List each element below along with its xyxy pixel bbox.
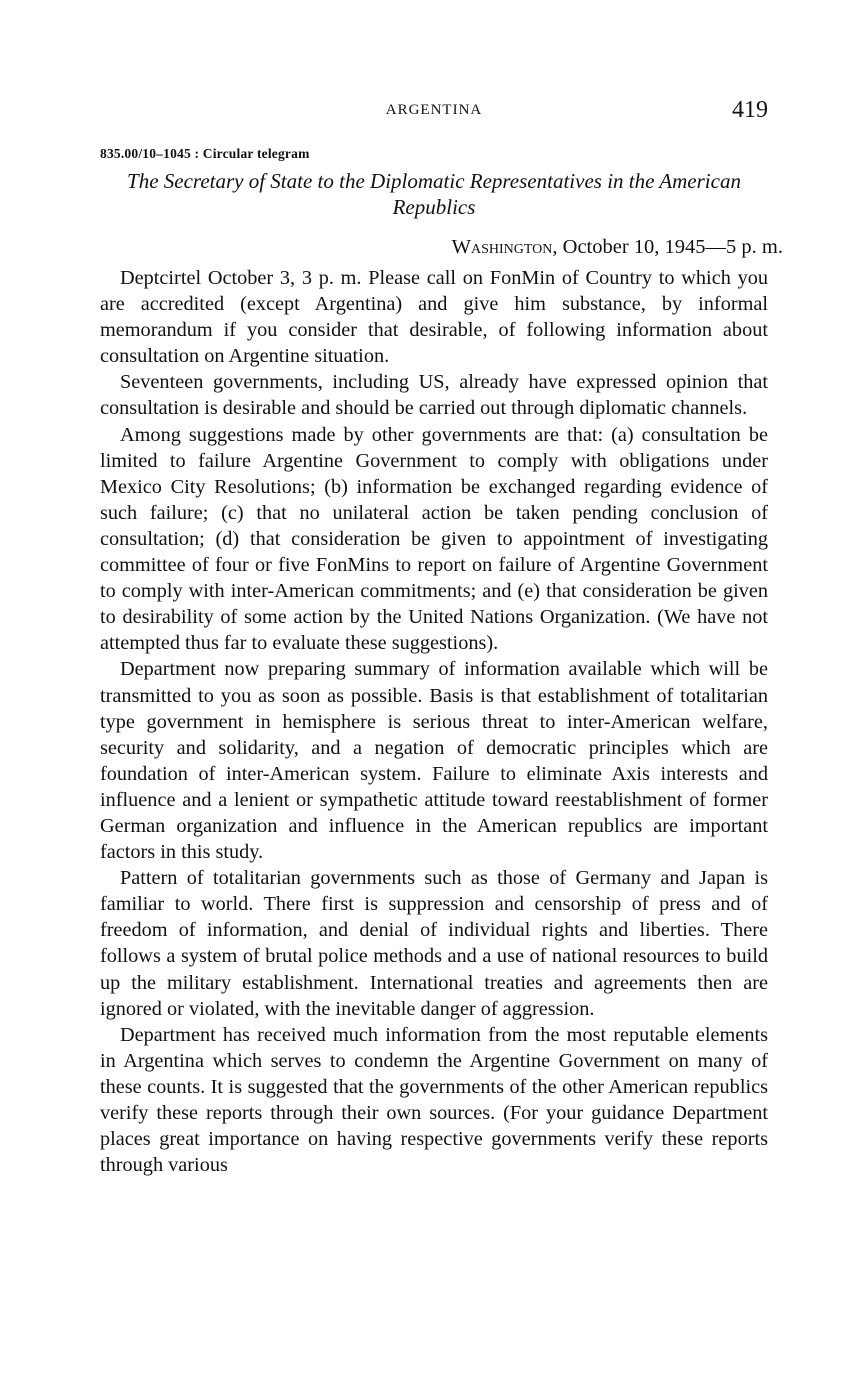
- paragraph: Department now preparing summary of information available which will be transmitted to you as soon as possible. Basis is that establishment of totalitarian type government in hemisphere is serious threat to inter-American welfare, security and solidarity, and a negation of democratic principles which are foundation of inter-American system. Failure to eliminate Axis interests and influence and a lenient or sympathetic attitude toward reestablishment of former German organization and influence in the American republics are important factors in this study.: [100, 658, 768, 864]
- document-title: The Secretary of State to the Diplomatic Representatives in the American Republics: [127, 169, 741, 219]
- dateline-place: Washington: [451, 236, 553, 258]
- paragraph: Department has received much information from the most reputable elements in Argentina which serves to condemn the Argentine Government on many of these counts. It is suggested that the governments of the other American republics verify these reports through their own sources. (For your guidance Department places great importance on having respective governments verify these reports through various: [100, 1023, 768, 1177]
- dateline-date: , October 10, 1945—5 p. m.: [552, 236, 783, 258]
- paragraph: Among suggestions made by other governments are that: (a) consultation be limited to failure Argentine Government to comply with obligations under Mexico City Resolutions; (b) information be exchanged regarding evidence of such failure; (c) that no unilateral action be taken pending conclusion of consultation; (d) that consideration be given to appointment of investigating committee of four or five FonMins to report on failure of Argentine Government to comply with inter-American commitments; and (e) that consideration be given to desirability of some action by the United Nations Organization. (We have not attempted thus far to evaluate these suggestions).: [100, 423, 768, 655]
- dateline: [452, 236, 783, 259]
- paragraph: Pattern of totalitarian governments such as those of Germany and Japan is familiar to world. There first is suppression and censorship of press and of freedom of information, and denial of individual rights and liberties. There follows a system of brutal police methods and a use of national resources to build up the military establishment. International treaties and agreements then are ignored or violated, with the inevitable danger of aggression.: [100, 867, 768, 1020]
- paragraph: Deptcirtel October 3, 3 p. m. Please call on FonMin of Country to which you are accredited (except Argentina) and give him substance, by informal memorandum if you consider that desirable, of following information about consultation on Argentine situation.: [100, 267, 768, 368]
- file-reference: 835.00/10–1045 : Circular telegram: [100, 146, 310, 161]
- page-number: 419: [732, 97, 768, 123]
- running-head: [100, 97, 768, 128]
- running-title: ARGENTINA: [385, 102, 483, 118]
- telegram-body: [100, 265, 768, 1178]
- paragraph: Seventeen governments, including US, already have expressed opinion that consultation is desirable and should be carried out through diplomatic channels.: [100, 371, 768, 420]
